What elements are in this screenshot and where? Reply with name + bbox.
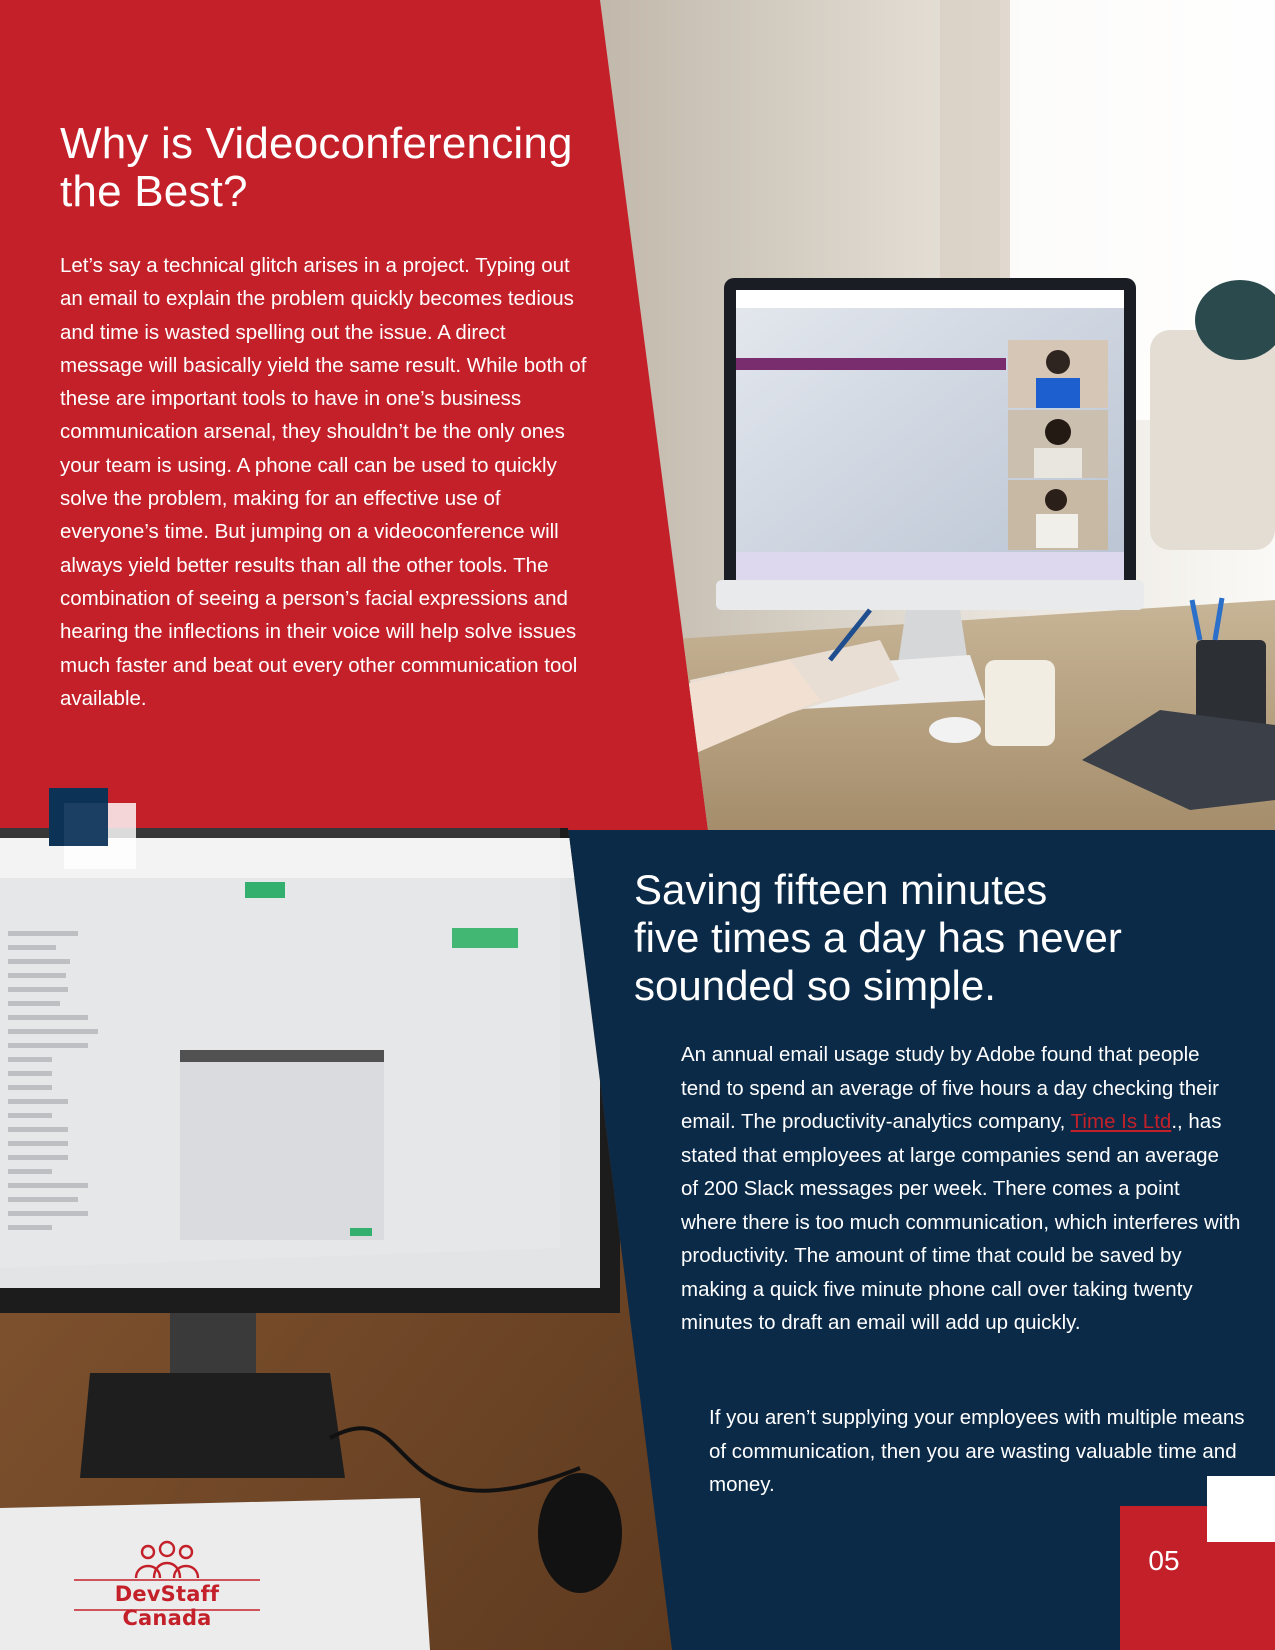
section-body-email-study — [681, 1038, 1241, 1340]
section-closing-statement: If you aren’t supplying your employees with multiple means of communication, then you are wasting valuable time and money. — [709, 1406, 1245, 1496]
decor-square-overlap — [64, 803, 108, 846]
heading-line: five times a day has never — [634, 914, 1122, 961]
time-is-ltd-link[interactable]: Time Is Ltd — [1070, 1110, 1172, 1133]
body-text: ., has stated that employees at large companies send an average of 200 Slack messages per week. There comes a point where there is too much communication, which interferes with productivity. The amount of time that could be saved by making a quick five minute phone call over taking twenty minutes to draft an email will add up quickly. — [681, 1110, 1241, 1334]
section-body-videoconferencing: Let’s say a technical glitch arises in a project. Typing out an email to explain the problem quickly becomes tedious and time is wasted spelling out the issue. A direct message will basically yield the same result. While both of these are important tools to have in one’s business communication arsenal, they shouldn’t be the only ones your team is using. A phone call can be used to quickly solve the problem, making for an effective use of everyone’s time. But jumping on a videoconference will always yield better results than all the other tools. The combination of seeing a person’s facial expressions and hearing the inflections in their voice will help solve issues much faster and beat out every other communication tool available. — [60, 254, 587, 710]
page-number-decor-square — [1207, 1476, 1275, 1542]
section-heading-saving-time — [634, 866, 1234, 1010]
page-number: 05 — [1148, 1545, 1180, 1576]
heading-line: Saving fifteen minutes — [634, 866, 1048, 913]
section-heading-videoconferencing: Why is Videoconferencing the Best? — [60, 119, 573, 216]
heading-line: sounded so simple. — [634, 962, 996, 1009]
devstaff-logo-text: DevStaff Canada — [114, 1582, 220, 1630]
body-text: An annual email usage study by Adobe found that people tend to spend an average of five hours a day checking their email. The productivity-analytics company, — [681, 1043, 1219, 1133]
